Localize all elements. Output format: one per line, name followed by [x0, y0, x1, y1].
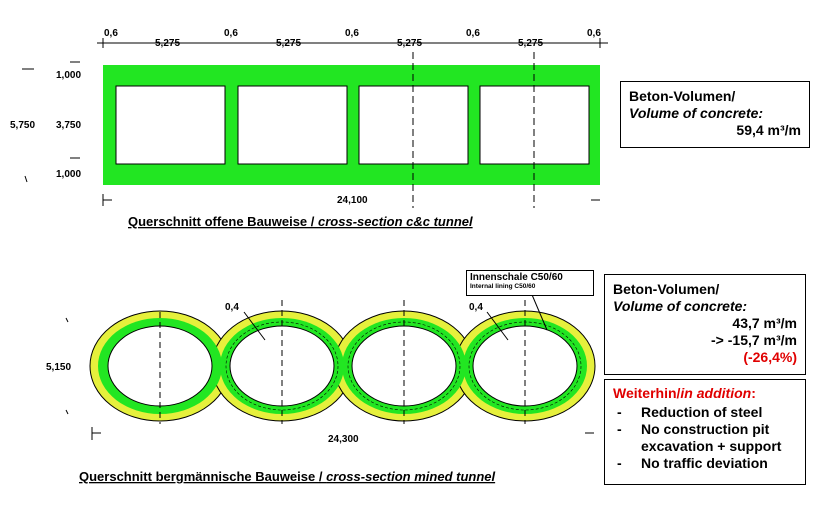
- dim-thickness-2: 0,4: [469, 302, 483, 313]
- mined-caption-de: Querschnitt bergmännische Bauweise /: [79, 469, 327, 484]
- dim-height-total: 5,750: [10, 120, 36, 131]
- dim-cc-total-width: 24,100: [337, 195, 368, 206]
- inner-lining-subtitle: Internal lining C50/60: [470, 283, 536, 290]
- cc-volume-value: 59,4 m³/m: [736, 122, 801, 138]
- mined-volume-value: 43,7 m³/m: [732, 315, 797, 331]
- dim-wall-3: 0,6: [345, 28, 359, 39]
- addition-list: [613, 404, 797, 472]
- dim-cell-3: 5,275: [397, 38, 423, 49]
- cc-cell-2: [238, 86, 347, 164]
- mined-volume-line2: Volume of concrete:: [613, 298, 748, 314]
- dim-wall-5: 0,6: [587, 28, 601, 39]
- dim-thickness-1: 0,4: [225, 302, 239, 313]
- list-item: - Reduction of steel: [613, 404, 797, 421]
- addition-box: [604, 379, 806, 485]
- dim-bottom-slab: 1,000: [56, 169, 82, 180]
- cc-caption-en: cross-section c&c tunnel: [318, 214, 473, 229]
- addition-title-colon: :: [751, 385, 756, 401]
- mined-volume-line1: Beton-Volumen/: [613, 281, 720, 297]
- addition-title: [613, 385, 797, 402]
- list-item: - No traffic deviation: [613, 455, 797, 472]
- cc-volume-line1: Beton-Volumen/: [629, 88, 736, 104]
- mined-caption: [79, 469, 495, 484]
- mined-caption-en: cross-section mined tunnel: [326, 469, 496, 484]
- list-item: excavation + support: [641, 438, 782, 454]
- inner-lining-title: Innenschale C50/60: [470, 272, 563, 283]
- dim-wall-4: 0,6: [466, 28, 480, 39]
- list-item: - No construction pit: [613, 421, 797, 438]
- dim-clear-height: 3,750: [56, 120, 82, 131]
- dim-cell-4: 5,275: [518, 38, 544, 49]
- cc-caption: [128, 214, 473, 229]
- mined-volume-percent: (-26,4%): [743, 349, 797, 365]
- addition-title-en: in addition: [680, 385, 752, 401]
- cc-caption-de: Querschnitt offene Bauweise /: [128, 214, 318, 229]
- dim-wall-1: 0,6: [104, 28, 118, 39]
- cc-cell-1: [116, 86, 225, 164]
- cc-volume-line2: Volume of concrete:: [629, 105, 764, 121]
- mined-volume-diff: -> -15,7 m³/m: [711, 332, 797, 348]
- mined-tunnel-section: [90, 300, 595, 424]
- dim-mined-total-width: 24,300: [328, 434, 359, 445]
- cc-volume-box: [620, 81, 810, 148]
- mined-volume-box: [604, 274, 806, 375]
- addition-title-de: Weiterhin/: [613, 385, 681, 401]
- dim-mined-height: 5,150: [46, 362, 72, 373]
- dim-cell-1: 5,275: [155, 38, 181, 49]
- dim-cell-2: 5,275: [276, 38, 302, 49]
- dim-top-slab: 1,000: [56, 70, 82, 81]
- dim-wall-2: 0,6: [224, 28, 238, 39]
- cc-tunnel-section: [103, 52, 600, 208]
- inner-lining-label: [466, 270, 594, 296]
